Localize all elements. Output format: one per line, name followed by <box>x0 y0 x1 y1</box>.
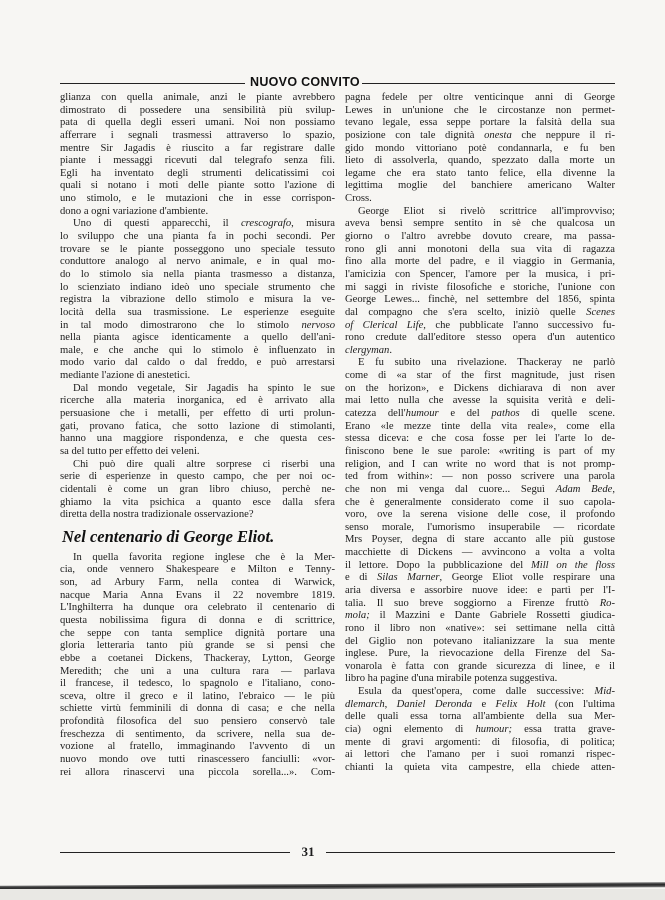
text-line: del Giglio non potevano italianizzare la sua mente <box>345 635 615 647</box>
text-line <box>60 218 335 231</box>
text-line: Lewes in un'unione che le circostanze non permet- <box>345 104 615 116</box>
text-line: do lo stimolo sia nella pianta trasmesso a distanza, <box>60 268 335 280</box>
text-line: registra la vibrazione dello stimolo e misura la ve- <box>60 294 335 306</box>
text-line: male, e che anche qui lo stimolo è influenzato in <box>60 344 335 356</box>
text-line: rono gli anni monotoni della sua vita di ragazza <box>345 243 615 255</box>
text-line: legame che era stato tanto felice, ella divenne la <box>345 167 615 179</box>
text-segment: il lettore. Dopo la pubblicazione del <box>345 559 531 571</box>
text-line: Mrs Poyser, degna di stare accanto alle più gustose <box>345 534 615 546</box>
article-text-continued <box>345 92 615 775</box>
text-line: conduttore analogo al nervo animale, e in qual mo- <box>60 256 335 268</box>
text-line: il francese, il tedesco, lo spagnolo e l'italiano, cono- <box>60 678 335 690</box>
text-line: inglese. Pure, la rievocazione della Firenze del Sa- <box>345 648 615 660</box>
text-line <box>345 130 615 143</box>
text-line: aveva bensì sempre sentito in sè che qualcosa un <box>345 218 615 230</box>
text-line: ted from within»: — non posso scrivere una parola <box>345 471 615 483</box>
text-line <box>345 686 615 699</box>
italic-text: crescografo <box>240 218 292 230</box>
article-title: Nel centenario di George Eliot. <box>62 526 275 546</box>
text-line: macchiette di Dickens — avvincono a volta a volta <box>345 547 615 559</box>
text-line: glianza con quella animale, anzi le piante avrebbero <box>60 92 335 103</box>
text-segment: catezza dell' <box>345 408 406 420</box>
text-line: ricerche alla materia inorganica, ed è arrivato alla <box>60 395 335 407</box>
italic-text: Adam Bede <box>555 483 613 495</box>
text-line <box>345 572 615 585</box>
text-segment: che neppure il ri- <box>511 129 615 141</box>
text-segment: e del <box>438 408 492 420</box>
text-segment: essa tratta grave- <box>512 724 615 736</box>
text-line: Cross. <box>345 193 372 205</box>
text-line: tevano legale, essa seppe portare la falsità della sua <box>345 117 615 129</box>
text-line: serie di esperienze in questo campo, che per noi oc- <box>60 471 335 483</box>
text-line: delle quali essa torna all'ambiente della sua Mer- <box>345 711 615 723</box>
text-segment: Uno di questi apparecchi, il <box>73 218 241 230</box>
italic-text: clergyman <box>345 344 390 356</box>
text-line: fino alla morte del padre, e il viaggio in Germania, <box>345 256 615 268</box>
text-line: mi saggi in riviste filosofiche e storiche, l'unione con <box>345 281 615 293</box>
text-line: mediante l'azione di anestetici. <box>60 370 191 382</box>
italic-text: onesta <box>484 129 512 141</box>
italic-text: Ro- <box>599 597 615 609</box>
text-line: legittima moglie del banchiere americano Walter <box>345 180 615 192</box>
paragraph <box>345 357 615 686</box>
text-line: che seppe con tanta semplice dignità portare una <box>60 627 335 639</box>
text-line: vonarola è fatta con grande sicurezza di linee, e il <box>345 660 615 672</box>
text-line <box>345 724 615 737</box>
text-line: Egli ha inventato degli strumenti delicatissimi coi <box>60 167 335 179</box>
text-line: uno stimolo, e le mutazioni che in esse corrispon- <box>60 193 335 205</box>
text-line <box>345 610 615 623</box>
italic-text: humour; <box>475 724 512 736</box>
text-line: locità della sua trasmissione. Le esperienze eseguite <box>60 306 335 318</box>
text-segment: , George Eliot volle respirare una <box>439 572 615 584</box>
text-segment: di quelle scene. <box>519 408 615 420</box>
text-line: son, ad Arbury Farm, nella contea di Warwick, <box>60 577 335 589</box>
footer-rule-right <box>326 852 615 853</box>
italic-text: Felix Holt <box>495 698 546 710</box>
italic-text: nervoso <box>301 319 335 331</box>
text-segment: talia. Il suo breve soggiorno a Firenze fruttò <box>345 597 600 609</box>
text-line: pagna fedele per oltre venticinque anni di George <box>345 92 615 103</box>
text-line: religion, and I can write no word that is not promp- <box>345 458 615 470</box>
text-segment: , <box>612 483 615 495</box>
text-line: piante i messaggi ricevuti dal telegrafo senza fili. <box>60 155 335 167</box>
paragraph <box>60 383 335 459</box>
text-segment: (con l'ultima <box>545 698 615 710</box>
text-line: on the horizon», e Dickens dichiarava di non aver <box>345 382 615 394</box>
text-line: rei allora rinascervi una piccola sorella...». Com- <box>60 766 335 778</box>
text-line: gloria letteraria tanto più grande se si pensi che <box>60 640 335 652</box>
text-line: lo scienziato indiano ideò uno speciale strumento che <box>60 281 335 293</box>
italic-text: Silas Marner <box>377 572 440 584</box>
text-segment: posizione con tale dignità <box>345 129 485 141</box>
text-line: quali si notano i moti delle piante sotto l'azione di <box>60 180 335 192</box>
text-line: libro ha pagine d'una mirabile potenza suggestiva. <box>345 673 558 685</box>
italic-text: Mill on the floss <box>530 559 615 571</box>
paragraph <box>345 206 615 358</box>
italic-text: Scenes <box>586 306 615 318</box>
article-text-start <box>60 552 335 780</box>
text-segment: . <box>389 344 392 356</box>
text-line <box>345 560 615 573</box>
italic-text: Mid- <box>594 686 615 698</box>
text-line <box>345 320 615 333</box>
text-segment: , <box>384 698 397 710</box>
text-line: ghiamo la vita psichica a quanto esce dalla sfera <box>60 496 335 508</box>
text-line: profondità filosofica del suo pensiero conservò tale <box>60 716 335 728</box>
text-line: sa del tutto per effetto dei veleni. <box>60 445 200 457</box>
text-segment: Esula da quest'opera, come dalle successive: <box>358 686 595 698</box>
paragraph <box>60 552 335 780</box>
text-line: ai lettori che l'amano per i suoi romanzi rispec- <box>345 749 615 761</box>
text-line <box>345 699 615 712</box>
text-line <box>345 484 615 497</box>
text-line: che è generalmente considerato come il suo capola- <box>345 496 615 508</box>
text-line <box>345 345 615 358</box>
text-segment: il Mazzini e Dante Gabriele Rossetti giudica- <box>369 610 615 622</box>
right-column <box>345 92 615 775</box>
italic-text: pathos <box>491 408 520 420</box>
text-segment: dal compagno che s'era scelto, iniziò quelle <box>345 306 587 318</box>
text-line: mente di gravi argomenti: di filosofia, di politica; <box>345 736 615 748</box>
text-line: dono a ogni variazione d'ambiente. <box>60 205 209 217</box>
paragraph <box>345 686 615 774</box>
previous-article-text <box>60 92 335 522</box>
text-line: In quella favorita regione inglese che è la Mer- <box>73 551 335 563</box>
text-line: Erano «le mezze tinte della vita reale», come ella <box>345 420 615 432</box>
text-line: aria diversa e assorbire nuove idee: e partì per l'I- <box>345 584 615 596</box>
text-line: E fu subito una rivelazione. Thackeray ne parlò <box>358 357 615 369</box>
running-header-title: NUOVO CONVITO <box>250 75 360 89</box>
text-line: come di «a star of the first magnitude, just risen <box>345 370 615 382</box>
text-line: rono credute dall'editore stesso opera d'un autentico <box>345 332 615 344</box>
text-line: giorno o l'altro avrebbe dovuto creare, ma passa- <box>345 231 615 243</box>
text-line <box>345 598 615 611</box>
text-segment: in tal modo dimostrarono che lo stimolo <box>60 319 302 331</box>
text-line: lo sviluppo che una pianta fa in pochi secondi. Per <box>60 231 335 243</box>
text-line: Meredith; che unì a una cultura rara — parlava <box>60 665 335 677</box>
text-line: trovare se le piante posseggono uno speciale tessuto <box>60 243 335 255</box>
text-line: sceva, oltre il greco e il latino, l'ebraico — le più <box>60 690 335 702</box>
paragraph <box>60 218 335 382</box>
text-segment: che non mi venga dal cuore... Seguì <box>345 483 556 495</box>
text-line: mai letto nulla che avesse la squisita verità e deli- <box>345 395 615 407</box>
text-line: pata di quella degli esseri umani. Noi non possiamo <box>60 117 335 129</box>
text-line: afferrare i segnali trasmessi attraverso lo spazio, <box>60 129 335 141</box>
text-line: Dal mondo vegetale, Sir Jagadis ha spinto le sue <box>73 382 335 394</box>
text-segment: , misura <box>291 218 335 230</box>
text-line: chianti la quieta vita campestre, ella chiede atten- <box>345 761 615 773</box>
text-line: nacque Maria Anna Evans il 22 novembre 1819. <box>60 589 335 601</box>
text-line: Chi può dire quali altre sorprese ci riserbi una <box>73 458 335 470</box>
text-line: voro, ove la serena visione delle cose, il profondo <box>345 509 615 521</box>
page-number: 31 <box>301 844 315 859</box>
paragraph <box>60 92 335 218</box>
italic-text: of Clerical Life <box>345 319 424 331</box>
text-line: cidentali è come un gran libro chiuso, perchè ne- <box>60 483 335 495</box>
text-segment: , che pubblicate l'anno successivo fu- <box>423 319 615 331</box>
text-line: modo vario dal caldo o dal freddo, e può arrestarsi <box>60 357 335 369</box>
text-line: l'amicizia con Spencer, l'amore per la musica, i pri- <box>345 268 615 280</box>
text-line: gido mondo vittoriano potè condannarla, e fu ben <box>345 142 615 154</box>
italic-text: Daniel Deronda <box>396 698 473 710</box>
paragraph <box>345 92 615 206</box>
text-line: hanno una maggiore rispondenza, e che questa ces- <box>60 433 335 445</box>
text-segment: e <box>472 698 496 710</box>
text-line: vozione al fratello, immaginando l'avvento di un <box>60 741 335 753</box>
text-line <box>345 408 615 421</box>
text-line: finiscono bene le sue parole: «writing is part of my <box>345 445 615 457</box>
italic-text: dlemarch <box>345 698 385 710</box>
text-line: nella pianta agisce identicamente a quello dell'ani- <box>60 332 335 344</box>
text-line: senso morale, l'umorismo insuperabile — ricordate <box>345 521 615 533</box>
text-line: dimostrato di possedere una sensibilità più svilup- <box>60 104 335 116</box>
header-rule-right <box>362 83 615 84</box>
text-line: diretta della nostra tradizionale osservazione? <box>60 509 254 521</box>
text-line: L'Inghilterra ha dunque ora celebrato il centenario di <box>60 602 335 614</box>
text-line: persuasione che i metalli, per effetto di urti prolun- <box>60 408 335 420</box>
text-line: lieto di assolverla, quando, spezzato dalla morte un <box>345 155 615 167</box>
scan-bottom-margin <box>0 889 665 900</box>
text-line: ebbe a coetanei Dickens, Thackeray, Lytton, George <box>60 652 335 664</box>
text-line: nuovo mondo ove tutti rinascessero fanciulli: «vor- <box>60 754 335 766</box>
text-line: cia, onde vennero Shakespeare e Milton e Tenny- <box>60 564 335 576</box>
text-segment: cia) ogni elemento di <box>345 724 476 736</box>
paragraph <box>60 459 335 522</box>
left-column <box>60 92 335 779</box>
text-line: rono il libro non «native»: sei settimane nella città <box>345 622 615 634</box>
text-segment: e di <box>345 572 378 584</box>
text-line <box>60 320 335 333</box>
footer-rule-left <box>60 852 290 853</box>
italic-text: humour <box>405 408 439 420</box>
text-line: questa nobilissima figura di donna e di scrittrice, <box>60 614 335 626</box>
text-line: stessa diceva: e che cosa fosse per lei l'arte lo de- <box>345 433 615 445</box>
text-line: freschezza di sentimento, da scrivere, nella sua de- <box>60 728 335 740</box>
header-rule-left <box>60 83 245 84</box>
text-line: mentre Sir Jagadis è riuscito a far registrare dalle <box>60 142 335 154</box>
text-line <box>345 307 615 320</box>
text-line: gati, provano fatica, che sotto lazione di stimolanti, <box>60 420 335 432</box>
italic-text: mola; <box>345 610 370 622</box>
text-line: George Eliot si rivelò scrittrice all'improvviso; <box>358 205 615 217</box>
text-line: schiette virtù femminili di donna di casa; e che nella <box>60 703 335 715</box>
text-line: George Lewes... finchè, nel settembre del 1856, spinta <box>345 294 615 306</box>
